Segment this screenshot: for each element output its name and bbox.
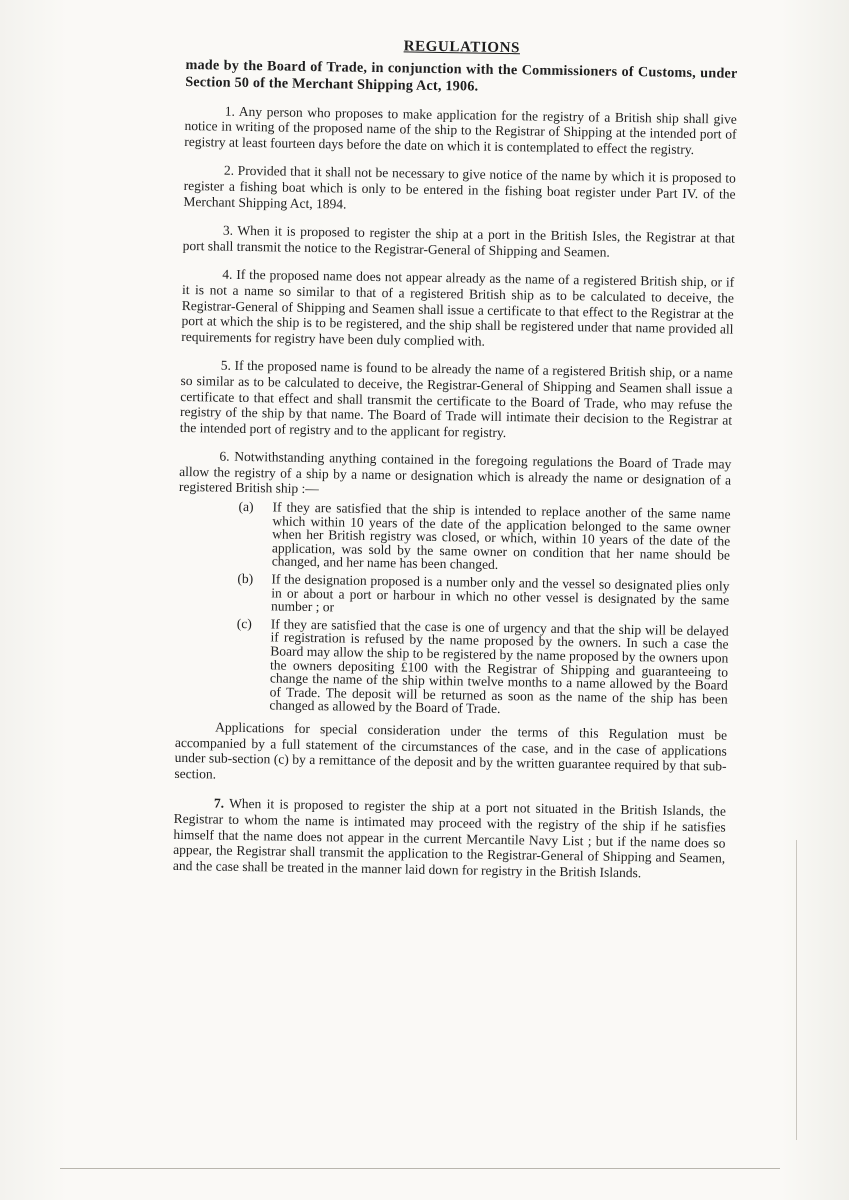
paragraph-number: 7. — [213, 795, 225, 812]
sub-section-a — [178, 499, 731, 576]
sub-section-letter: (c) — [236, 615, 252, 631]
page-edge-shadow — [796, 840, 797, 1140]
document-title: REGULATIONS — [403, 38, 521, 57]
sub-section-c — [175, 616, 728, 720]
document-subtitle: made by the Board of Trade, in conjunction with the Commissioners of Customs, under Section 50 of the Merchant Shipping Act, 1906. — [185, 56, 738, 95]
sub-section-list — [175, 499, 730, 720]
paragraph-number: 4. — [222, 266, 233, 283]
paragraph-number: 3. — [222, 222, 234, 238]
sub-section-letter: (b) — [237, 570, 254, 587]
paragraph-text: When it is proposed to register the ship at a port not situated in the British Islands, the Registrar to whom the name is intimated may proceed with the registry of the ship if he satisfies himself that the name does not appear in the current Mercantile Navy List ; but if the name does so appear, the Registrar shall transmit the application to the Registrar-General of Shipping and Seamen, and the case shall be treated in the manner laid down for registry in the British Islands. — [172, 796, 727, 880]
sub-section-letter: (a) — [238, 498, 254, 515]
regulations-document — [173, 36, 738, 895]
paragraph-text: If the proposed name is found to be already the name of a registered British ship, or a name so similar as to be calculated to deceive, the Registrar-General of Shipping and Seamen shall issue a certificate to that effect and shall transmit the certificate to the Board of Trade, who may refuse the registry of the ship by that name. The Board of Trade will intimate their decision to the Registrar at the intended port of registry and to the applicant for registry. — [179, 358, 733, 440]
sub-section-text: If the designation proposed is a number only and the vessel so designated plies only in or about a port or harbour in which no other vessel is designated by the same number ; or — [270, 571, 730, 615]
paragraph-4 — [181, 266, 734, 353]
paragraph-1 — [184, 103, 737, 158]
paragraph-3 — [183, 222, 735, 262]
paragraph-text: When it is proposed to register the ship at a port in the British Isles, the Registrar at that port shall transmit the notice to the Registrar-General of Shipping and Seamen. — [182, 222, 736, 260]
scan-edge-line — [60, 1168, 780, 1169]
paragraph-5 — [180, 357, 733, 444]
paragraph-6 — [179, 448, 732, 503]
paragraph-2 — [183, 162, 736, 217]
sub-section-text: If they are satisfied that the case is one of urgency and that the ship will be delayed if registration is refused by the name proposed by the owners. In such a case the Board may allow the ship to be registered by the name proposed by the owners upon the owners depositing £100 with the Registrar of Shipping and guaranteeing to change the name of the ship within twelve months to a name allowed by the Board of Trade. The deposit will be returned as soon as the name of the ship has been changed as allowed by the Board of Trade. — [269, 616, 729, 717]
paragraph-text: If the proposed name does not appear already as the name of a registered British ship, or if it is not a name so similar to that of a registered British ship as to be calculated to deceive, the Registrar-General of Shipping and Seamen shall issue a certificate to that effect to the Registrar at the port at which the ship is to be registered, and the ship shall be registered under that name provided all requirements for registry have been duly complied with. — [181, 267, 735, 349]
sub-section-b — [177, 571, 730, 620]
paragraph-7 — [173, 795, 726, 882]
closing-paragraph: Applications for special consideration under the terms of this Regulation must be accompanied by a full statement of the circumstances of the case, and in the case of applications under sub-section (c) by a remittance of the deposit and by the written guarantee required by that sub-section. — [174, 719, 728, 782]
paragraph-text: Any person who proposes to make application for the registry of a British ship shall give notice in writing of the proposed name of the ship to the Registrar of Shipping at the intended port of registry at least fourteen days before the date on which it is contemplated to effect the registry. — [184, 103, 737, 157]
sub-section-text: If they are satisfied that the ship is intended to replace another of the same name which within 10 years of the date of the application belonged to the same owner when her British registry was closed, or which, within 10 years of the date of the application, was sold by the same owner on condition that her name should be changed, and her name has been changed. — [271, 499, 731, 573]
paragraph-number: 6. — [219, 448, 230, 465]
paragraph-number: 2. — [223, 162, 235, 179]
paragraph-number: 5. — [220, 357, 232, 374]
paragraph-text: Provided that it shall not be necessary to give notice of the name by which it is proposed to register a fishing boat which is only to be entered in the fishing boat register under Part IV. of the Merchant Shipping Act, 1894. — [183, 163, 736, 212]
paragraph-number: 1. — [224, 103, 236, 119]
paragraph-text: Notwithstanding anything contained in the foregoing regulations the Board of Trade may allow the registry of a ship by a name or designation which is already the name or designation of a registered British ship :— — [178, 449, 732, 497]
